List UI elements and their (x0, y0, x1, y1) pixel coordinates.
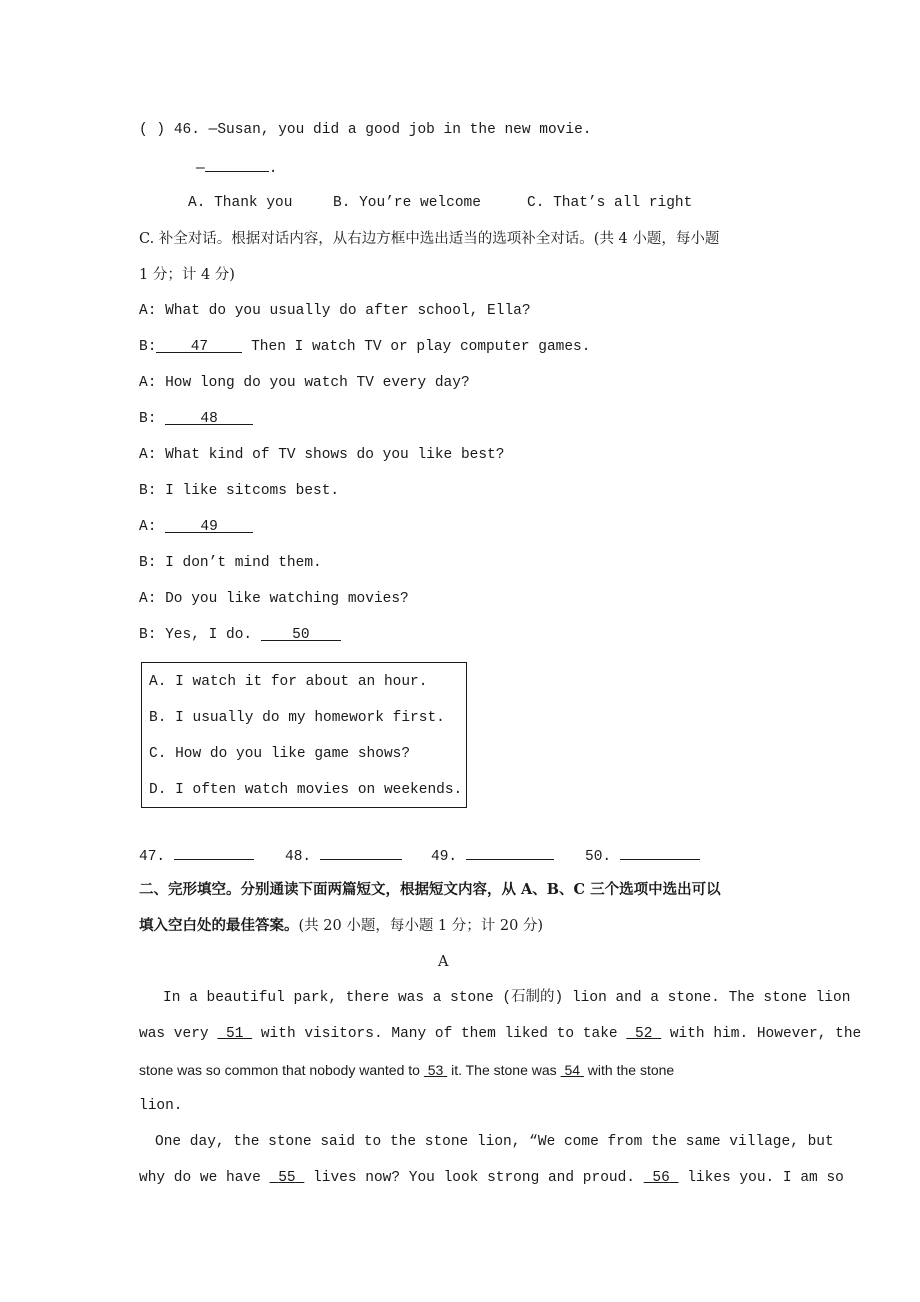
option-c[interactable]: C. How do you like game shows? (149, 746, 411, 762)
passage-line: why do we have 55 lives now? You look strong and proud. 56 likes you. I am so (139, 1170, 844, 1186)
dialogue-line: A: What kind of TV shows do you like best? (139, 447, 505, 463)
blank-53[interactable]: 53 (427, 1062, 444, 1078)
dialogue-line: B: 47 Then I watch TV or play computer games. (139, 339, 591, 355)
section-2-heading-cont: 填入空白处的最佳答案。(共 20 小题，每小题 1 分；计 20 分) (139, 917, 544, 934)
section-c-heading: C. 补全对话。根据对话内容，从右边方框中选出适当的选项补全对话。(共 4 小题，每小题 (139, 231, 720, 247)
q46-answer-line: — . (196, 157, 277, 178)
dialogue-line: B: 48 (139, 410, 253, 428)
answer-47: 47. (139, 845, 254, 866)
answer-50: 50. (585, 845, 700, 866)
answer-48: 48. (285, 845, 402, 866)
q46-option-c[interactable]: C. That’s all right (527, 195, 693, 211)
dialogue-line: B: I don’t mind them. (139, 555, 322, 571)
option-b[interactable]: B. I usually do my homework first. (149, 710, 445, 726)
q46-option-a[interactable]: A. Thank you (188, 195, 293, 211)
blank-48[interactable]: 48 (165, 410, 253, 425)
answer-49: 49. (431, 845, 554, 866)
answer-blank[interactable] (620, 845, 700, 860)
dialogue-line: A: Do you like watching movies? (139, 591, 409, 607)
passage-line: lion. (139, 1098, 183, 1114)
section-2-heading: 二、完形填空。分别通读下面两篇短文，根据短文内容，从 A、B、C 三个选项中选出可以 (139, 881, 721, 898)
blank-50[interactable]: 50 (261, 626, 341, 641)
blank-49[interactable]: 49 (165, 518, 253, 533)
option-d[interactable]: D. I often watch movies on weekends. (149, 782, 463, 798)
blank-51[interactable]: 51 (226, 1026, 244, 1042)
section-c-heading-cont: 1 分；计 4 分) (139, 267, 235, 283)
passage-line: One day, the stone said to the stone lion, “We come from the same village, but (155, 1134, 834, 1150)
answer-blank[interactable] (466, 845, 554, 860)
blank-54[interactable]: 54 (564, 1062, 581, 1078)
blank-55[interactable]: 55 (278, 1170, 296, 1186)
q46-stem: 46. —Susan, you did a good job in the new movie. (173, 122, 592, 138)
q46-option-b[interactable]: B. You’re welcome (333, 195, 481, 211)
dialogue-line: A: 49 (139, 518, 253, 536)
blank-56[interactable]: 56 (652, 1170, 670, 1186)
blank-47[interactable]: 47 (156, 338, 242, 353)
passage-line: stone was so common that nobody wanted to 53 it. The stone was 54 with the stone (139, 1062, 675, 1078)
q46-line (139, 121, 591, 139)
passage-line: In a beautiful park, there was a stone (石制的) lion and a stone. The stone lion (163, 990, 851, 1006)
dialogue-line: A: What do you usually do after school, Ella? (139, 303, 531, 319)
answer-paren: ( ) (139, 122, 166, 138)
answer-blank[interactable] (174, 845, 254, 860)
dialogue-line: B: I like sitcoms best. (139, 483, 340, 499)
passage-line: was very 51 with visitors. Many of them liked to take 52 with him. However, the (139, 1026, 862, 1042)
blank-52[interactable]: 52 (635, 1026, 653, 1042)
answer-blank[interactable] (320, 845, 402, 860)
option-a[interactable]: A. I watch it for about an hour. (149, 674, 428, 690)
q46-blank[interactable] (205, 157, 269, 172)
dialogue-line: B: Yes, I do. 50 (139, 626, 341, 644)
passage-label: A (438, 954, 449, 970)
dialogue-line: A: How long do you watch TV every day? (139, 375, 470, 391)
